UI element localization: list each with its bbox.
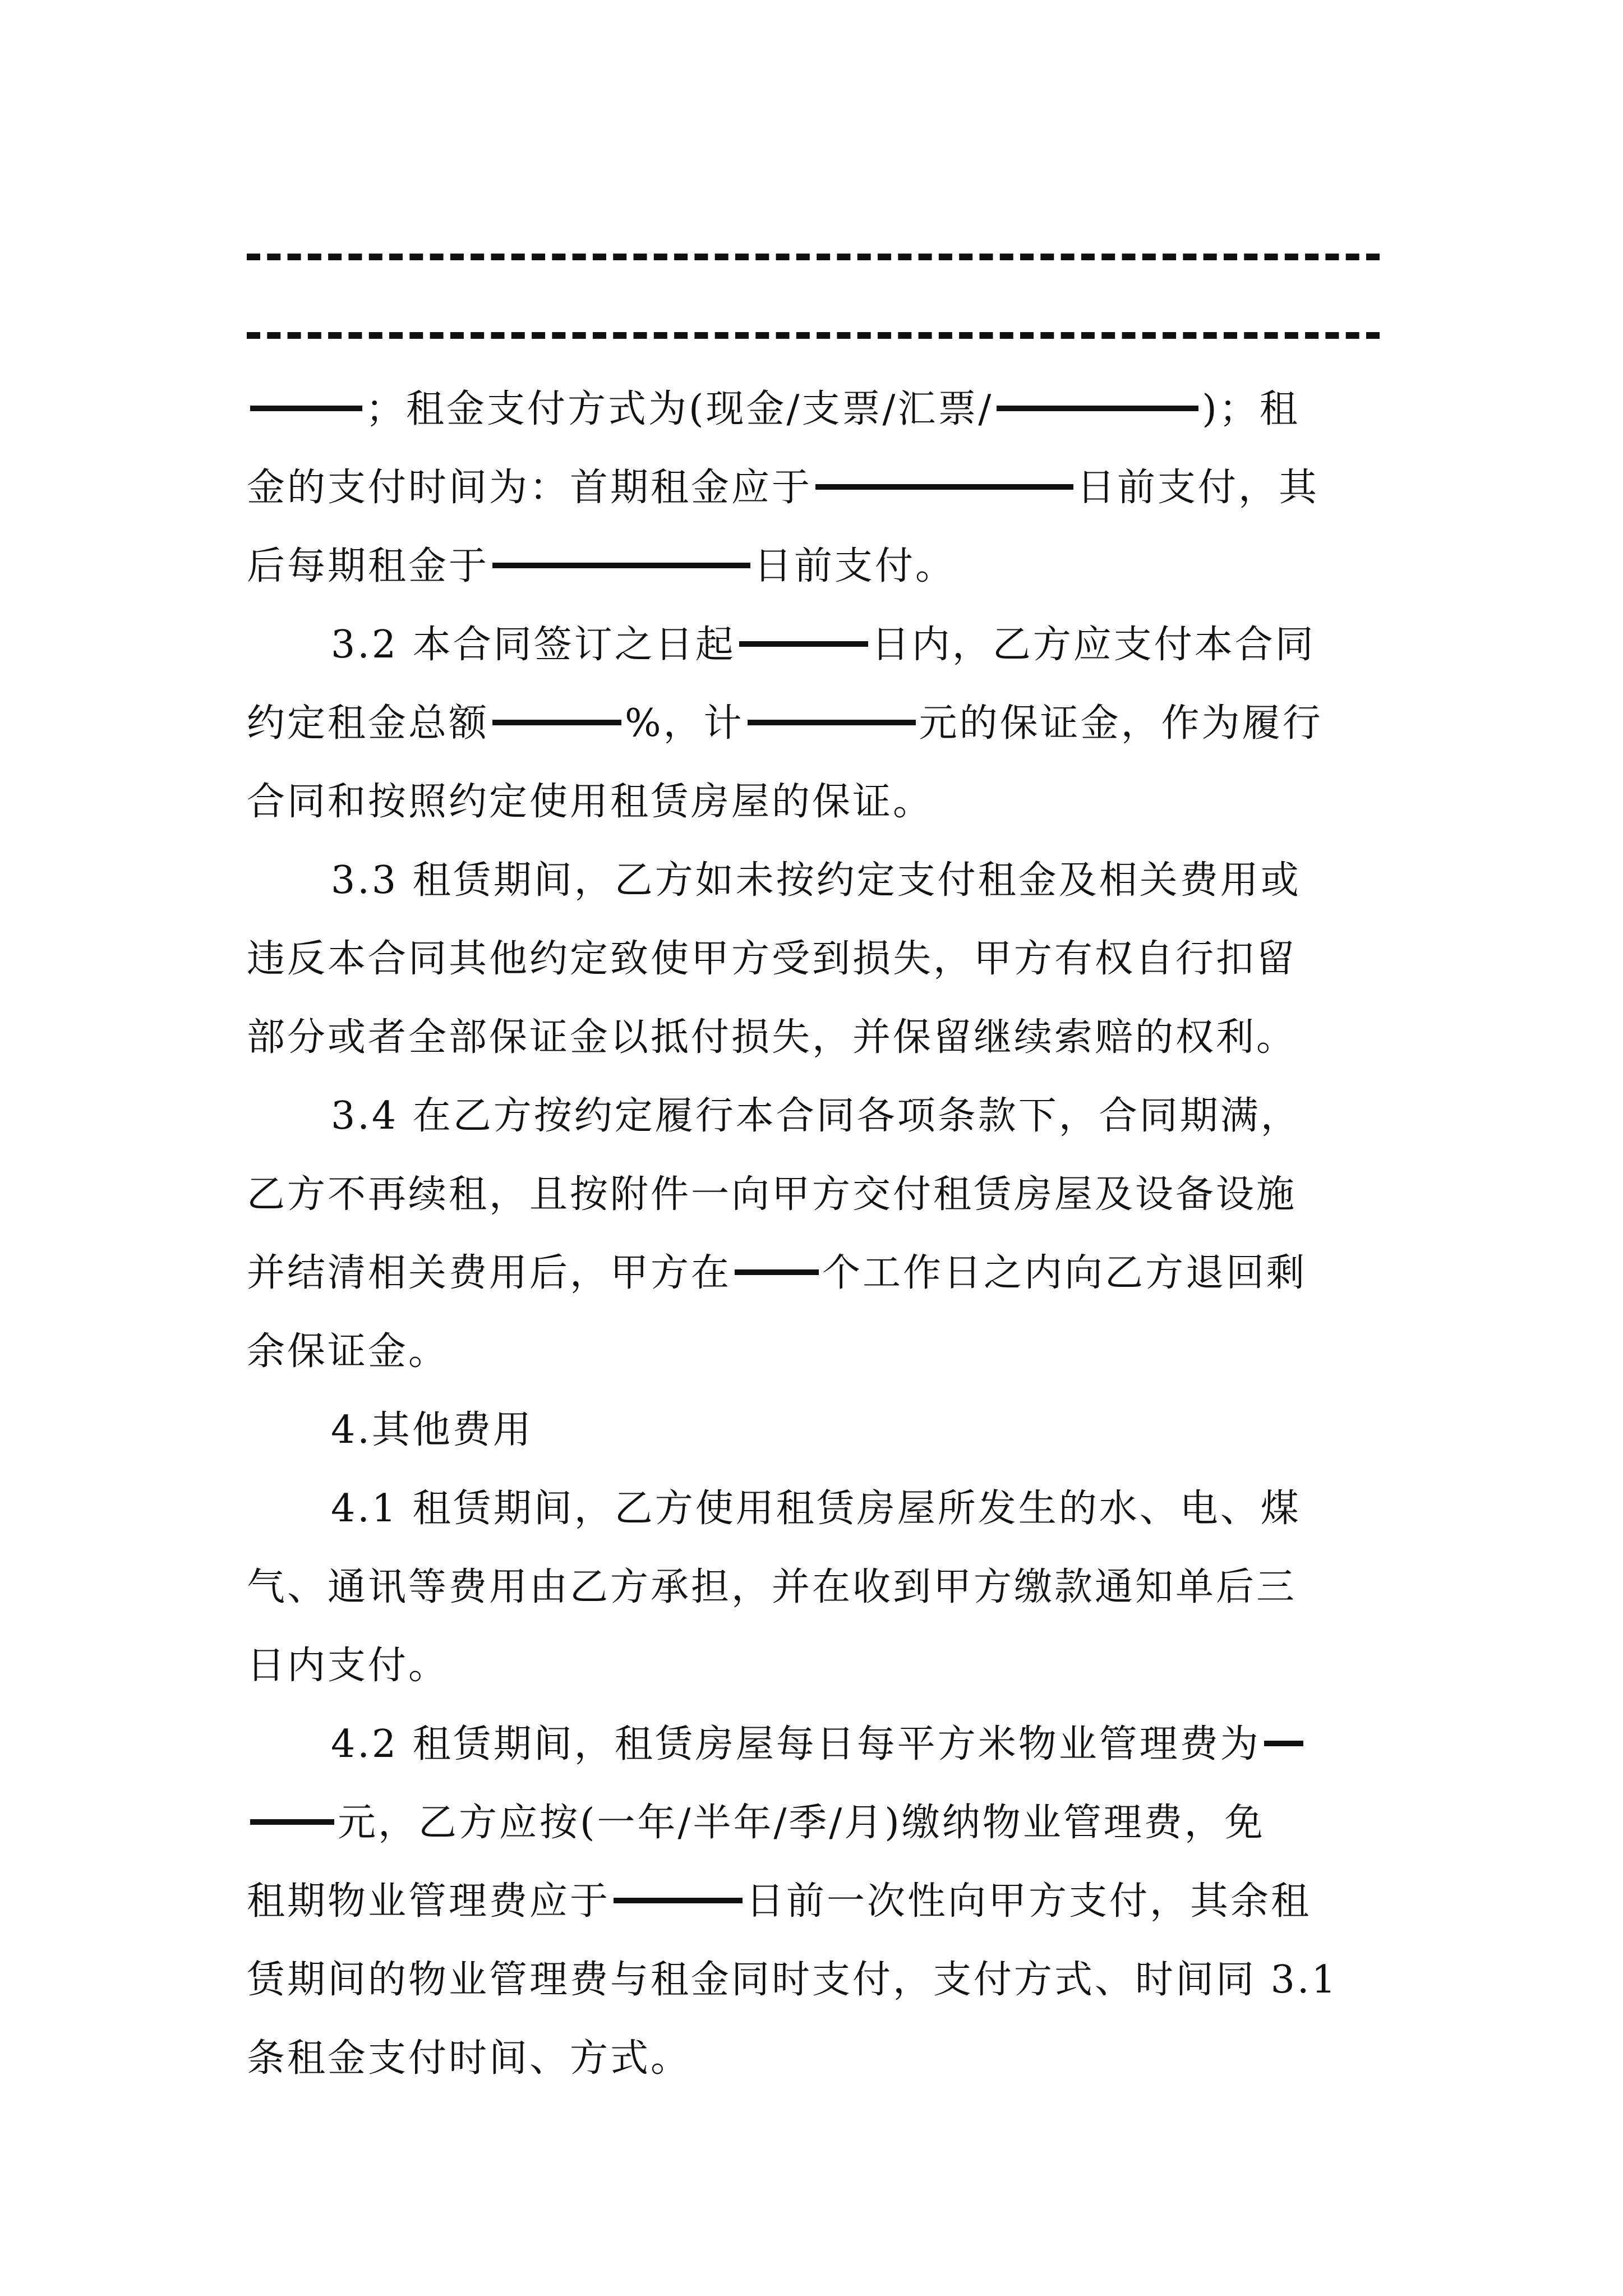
text-line [247, 841, 1380, 920]
text-line [247, 2019, 1380, 2098]
text-run: 3.4 在乙方按约定履行本合同各项条款下，合同期满， [331, 1094, 1301, 1138]
text-run: 金的支付时间为：首期租金应于 [247, 466, 813, 510]
fill-blank [997, 406, 1198, 411]
fill-blank [250, 406, 362, 411]
text-line [247, 920, 1380, 999]
text-line [247, 1941, 1380, 2019]
text-line [247, 1313, 1380, 1391]
text-line [247, 1234, 1380, 1313]
text-run: 乙方不再续租，且按附件一向甲方交付租赁房屋及设备设施 [247, 1172, 1297, 1217]
fill-blank [739, 641, 868, 647]
text-run: 部分或者全部保证金以抵付损失，并保留继续索赔的权利。 [247, 1015, 1297, 1060]
text-run: 约定租金总额 [247, 701, 490, 746]
text-line [247, 684, 1380, 763]
section-heading [247, 1391, 1380, 1470]
text-run: 条租金支付时间、方式。 [247, 2036, 691, 2081]
text-line [247, 1705, 1380, 1784]
text-run: 日内支付。 [247, 1644, 449, 1688]
fill-blank [748, 720, 916, 725]
text-line [247, 1627, 1380, 1705]
text-run: 并结清相关费用后，甲方在 [247, 1251, 732, 1295]
text-run: 租期物业管理费应于 [247, 1879, 611, 1924]
text-run: 气、通讯等费用由乙方承担，并在收到甲方缴款通知单后三 [247, 1565, 1297, 1609]
fill-blank [735, 1269, 819, 1275]
text-run: 日前一次性向甲方支付，其余租 [746, 1879, 1312, 1924]
text-run: ；租金支付方式为(现金/支票/汇票/ [366, 387, 994, 431]
text-line [247, 999, 1380, 1077]
fill-blank [492, 563, 750, 568]
text-line [247, 449, 1380, 527]
text-run: 元的保证金，作为履行 [919, 701, 1323, 746]
text-line [247, 1156, 1380, 1234]
underline-rule [247, 254, 1380, 260]
text-line [247, 1470, 1380, 1548]
text-run: 日内，乙方应支付本合同 [871, 623, 1316, 667]
text-line [247, 1862, 1380, 1941]
text-line [247, 1077, 1380, 1156]
text-line [247, 370, 1380, 449]
blank-rule-line-2 [247, 292, 1380, 370]
text-run: 个工作日之内向乙方退回剩 [822, 1251, 1307, 1295]
fill-blank [492, 720, 621, 725]
fill-blank [250, 1819, 334, 1825]
blank-rule-line-1 [247, 213, 1380, 292]
text-run: 4.2 租赁期间，租赁房屋每日每平方米物业管理费为 [331, 1722, 1261, 1766]
text-run: 4.1 租赁期间，乙方使用租赁房屋所发生的水、电、煤 [331, 1487, 1301, 1531]
fill-blank [614, 1898, 743, 1903]
text-run: 元，乙方应按(一年/半年/季/月)缴纳物业管理费，免 [338, 1801, 1265, 1845]
text-run: 后每期租金于 [247, 544, 490, 588]
text-line [247, 763, 1380, 841]
text-run: 违反本合同其他约定致使甲方受到损失，甲方有权自行扣留 [247, 937, 1297, 981]
text-run: 3.2 本合同签订之日起 [331, 623, 736, 667]
text-run: %，计 [625, 701, 744, 746]
text-run: )；租 [1202, 387, 1300, 431]
text-line [247, 1548, 1380, 1627]
fill-blank [1264, 1741, 1303, 1746]
underline-rule [247, 332, 1380, 339]
text-run: 4.其他费用 [331, 1408, 533, 1452]
text-line [247, 527, 1380, 606]
document-page [247, 213, 1380, 2098]
text-run: 日前支付，其 [1077, 466, 1320, 510]
text-line [247, 606, 1380, 684]
text-run: 余保证金。 [247, 1329, 449, 1374]
text-line [247, 1784, 1380, 1862]
text-run: 日前支付。 [754, 544, 956, 588]
text-run: 赁期间的物业管理费与租金同时支付，支付方式、时间同 3.1 [247, 1958, 1338, 2002]
fill-blank [815, 484, 1073, 490]
text-run: 合同和按照约定使用租赁房屋的保证。 [247, 780, 934, 824]
text-run: 3.3 租赁期间，乙方如未按约定支付租金及相关费用或 [331, 858, 1301, 903]
